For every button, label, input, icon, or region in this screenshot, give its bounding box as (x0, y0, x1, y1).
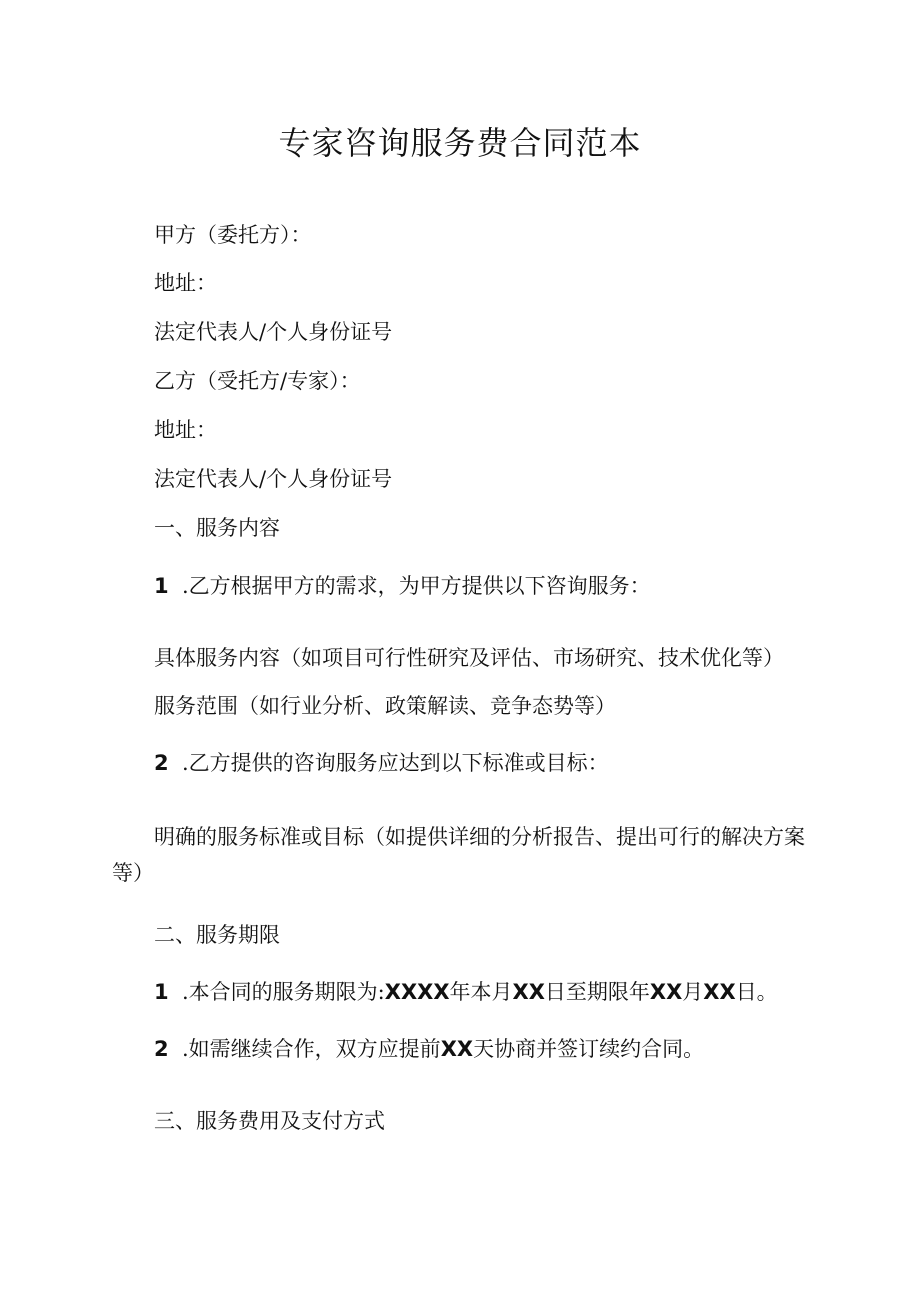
item-text: 年本月 (449, 980, 513, 1004)
day-placeholder: XX (703, 980, 736, 1004)
month-placeholder: XX (649, 980, 683, 1004)
section2-item2 (154, 1034, 704, 1064)
item-text: .如需继续合作，双方应提前 (182, 1037, 441, 1061)
party-b-label: 乙方（受托方/专家）： (154, 369, 361, 393)
item-number: 2 (154, 1037, 169, 1061)
item-text: .乙方提供的咨询服务应达到以下标准或目标： (182, 751, 609, 775)
service-standard-paragraph: 明确的服务标准或目标（如提供详细的分析报告、提出可行的解决方案等） (112, 825, 805, 885)
section3-heading: 三、服务费用及支付方式 (154, 1109, 385, 1133)
document-title: 专家咨询服务费合同范本 (278, 124, 642, 162)
item-number: 2 (154, 751, 169, 775)
party-a-id: 法定代表人/个人身份证号 (154, 320, 393, 344)
section2-item1 (154, 977, 778, 1007)
year-placeholder: XXXX (384, 980, 450, 1004)
item-text: 月 (682, 980, 704, 1004)
days-placeholder: XX (440, 1037, 474, 1061)
item-text: 天协商并签订续约合同。 (473, 1037, 705, 1061)
section2-heading: 二、服务期限 (154, 923, 280, 947)
day-placeholder: XX (512, 980, 545, 1004)
item-text: 日。 (735, 980, 778, 1004)
section1-heading: 一、服务内容 (154, 516, 280, 540)
item-text: .乙方根据甲方的需求，为甲方提供以下咨询服务： (182, 574, 651, 598)
party-b-address: 地址： (154, 418, 217, 442)
item-text: .本合同的服务期限为: (182, 980, 385, 1004)
item-number: 1 (154, 980, 169, 1004)
service-content-line: 具体服务内容（如项目可行性研究及评估、市场研究、技术优化等） (154, 646, 784, 670)
section1-item2 (154, 748, 609, 778)
party-a-address: 地址： (154, 271, 217, 295)
service-scope-line: 服务范围（如行业分析、政策解读、竞争态势等） (154, 694, 616, 718)
party-b-id: 法定代表人/个人身份证号 (154, 467, 393, 491)
item-number: 1 (154, 574, 169, 598)
item-text: 日至期限年 (544, 980, 650, 1004)
party-a-label: 甲方（委托方）： (154, 223, 312, 247)
section1-item1 (154, 571, 651, 601)
